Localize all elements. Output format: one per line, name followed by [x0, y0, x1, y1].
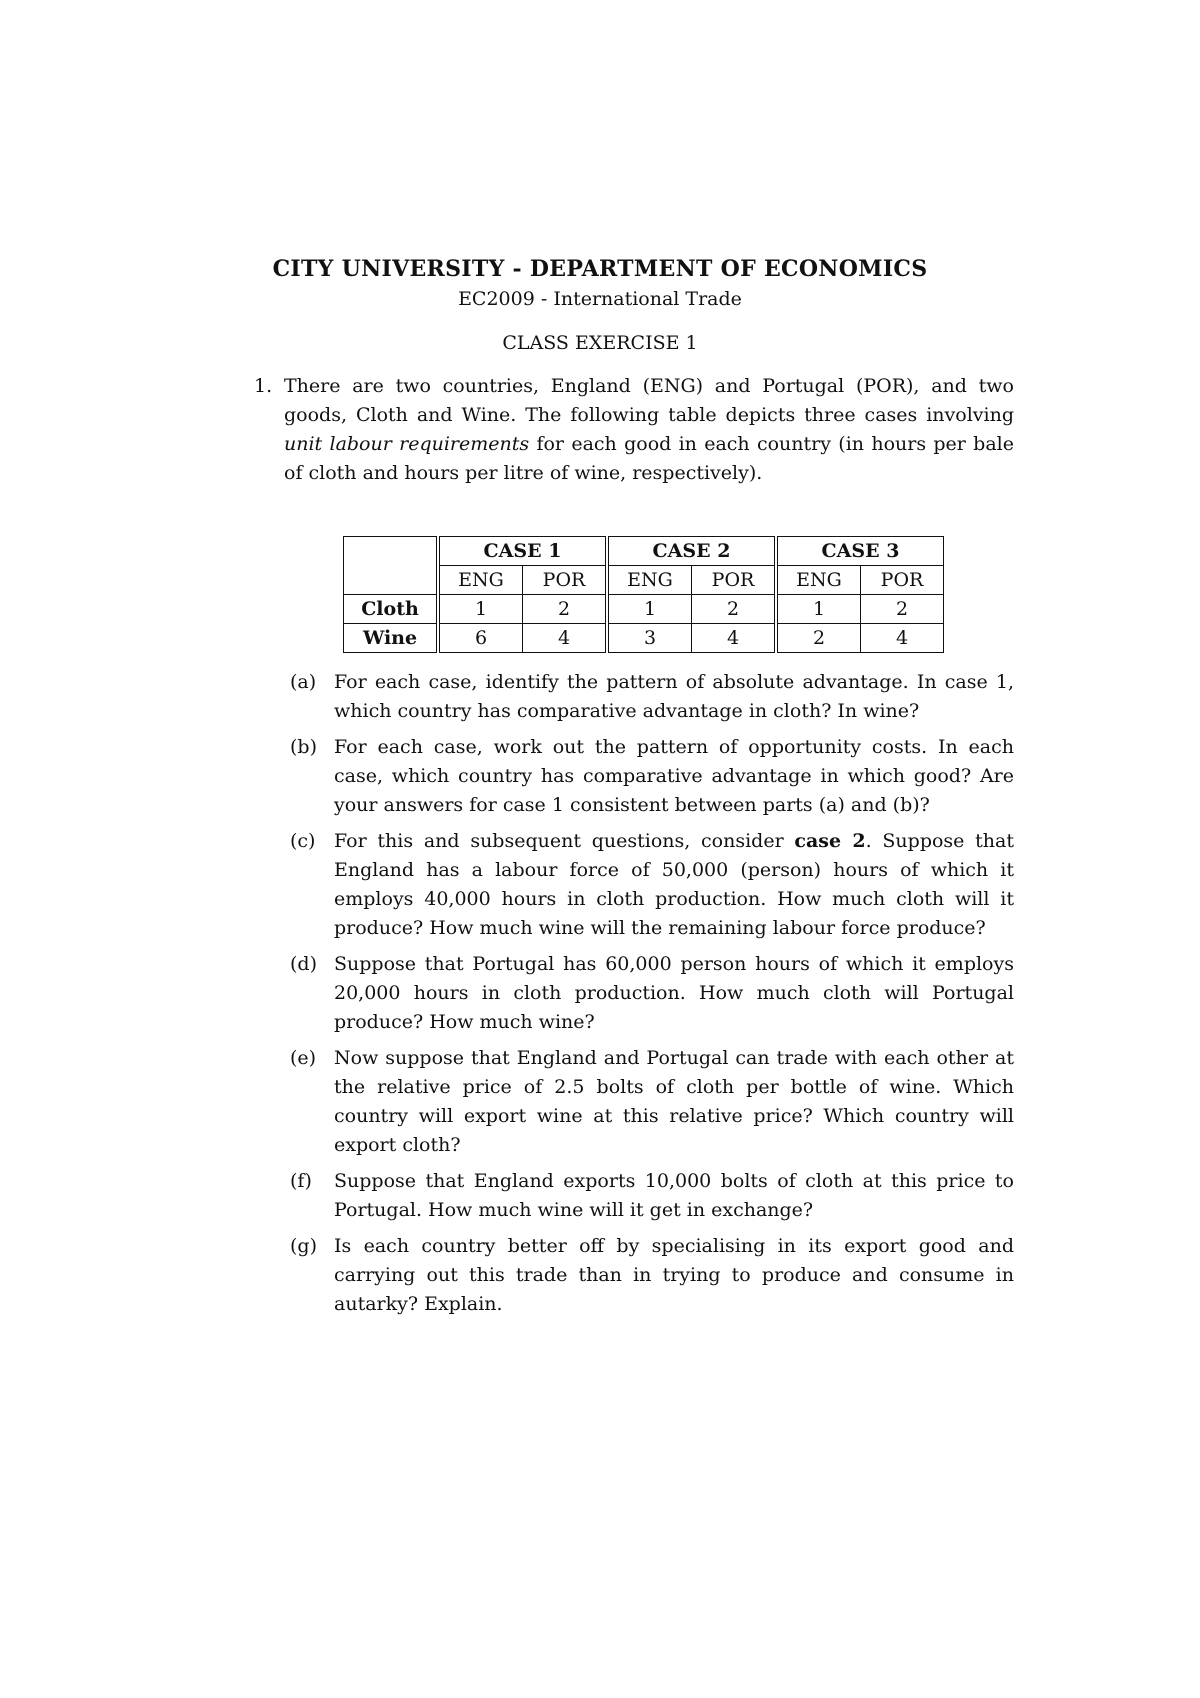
table-cell: 4	[523, 624, 608, 653]
university-title: CITY UNIVERSITY - DEPARTMENT OF ECONOMICS	[272, 256, 928, 282]
table-cell: 4	[692, 624, 777, 653]
table-country-header: ENG	[607, 566, 692, 595]
sub-question-f	[290, 1167, 1014, 1225]
sub-question-text: Suppose that Portugal has 60,000 person hours of which it employs 20,000 hours in cloth production. How much cloth will Portugal produce? How much wine?	[334, 953, 1014, 1033]
table-cell: 2	[692, 595, 777, 624]
sub-question-label: (f)	[290, 1170, 312, 1192]
table-cell: 2	[861, 595, 944, 624]
sub-question-g	[290, 1232, 1014, 1319]
table-cell: 1	[607, 595, 692, 624]
question-text-emphasis: unit labour requirements	[284, 433, 530, 455]
table-country-header: POR	[861, 566, 944, 595]
sub-question-text-start: For this and subsequent questions, consider	[334, 830, 795, 852]
sub-question-text	[334, 827, 1014, 943]
table-cell: 3	[607, 624, 692, 653]
sub-question-text-end: . Suppose that England has a labour force of 50,000 (person) hours of which it employs 40,000 hours in cloth production. How much cloth will it produce? How much wine will the remaining labour force produce?	[334, 830, 1014, 939]
course-title: EC2009 - International Trade	[458, 288, 742, 310]
sub-question-e	[290, 1044, 1014, 1160]
sub-question-text: Is each country better off by specialising in its export good and carrying out this trade than in trying to produce and consume in autarky? Explain.	[334, 1235, 1014, 1315]
table-row	[344, 595, 944, 624]
table-corner-cell	[344, 537, 439, 595]
labour-requirements-table	[343, 536, 944, 653]
table-country-header: POR	[523, 566, 608, 595]
table-cell: 2	[776, 624, 861, 653]
sub-question-label: (d)	[290, 953, 317, 975]
question-number: 1.	[254, 375, 273, 397]
table-row-label: Wine	[344, 624, 439, 653]
sub-question-text: Suppose that England exports 10,000 bolts of cloth at this price to Portugal. How much wine will it get in exchange?	[334, 1170, 1014, 1221]
table-case-header: CASE 2	[607, 537, 776, 566]
sub-questions	[290, 668, 1014, 1326]
question-text	[284, 372, 1014, 488]
sub-question-text: Now suppose that England and Portugal can trade with each other at the relative price of 2.5 bolts of cloth per bottle of wine. Which country will export wine at this relative price? Which country will export cloth?	[334, 1047, 1014, 1156]
sub-question-label: (a)	[290, 671, 317, 693]
sub-question-text: For each case, work out the pattern of opportunity costs. In each case, which country has comparative advantage in which good? Are your answers for case 1 consistent between parts (a) and (b)?	[334, 736, 1014, 816]
question-text-start: There are two countries, England (ENG) and Portugal (POR), and two goods, Cloth and Wine. The following table depicts three cases involving	[284, 375, 1014, 426]
table-cell: 2	[523, 595, 608, 624]
table-case-header: CASE 3	[776, 537, 944, 566]
table-cell: 4	[861, 624, 944, 653]
table-row-label: Cloth	[344, 595, 439, 624]
sub-question-b	[290, 733, 1014, 820]
sub-question-label: (b)	[290, 736, 317, 758]
question-1	[254, 372, 1014, 488]
question-text-end: for each good in each country (in hours per bale of cloth and hours per litre of wine, respectively).	[284, 433, 1014, 484]
table-country-header: ENG	[776, 566, 861, 595]
table-row	[344, 624, 944, 653]
sub-question-text: For each case, identify the pattern of absolute advantage. In case 1, which country has comparative advantage in cloth? In wine?	[334, 671, 1014, 722]
table-case-header: CASE 1	[438, 537, 607, 566]
table-cell: 1	[438, 595, 523, 624]
sub-question-c	[290, 827, 1014, 943]
sub-question-text-bold: case 2	[794, 830, 866, 852]
table-country-header: POR	[692, 566, 777, 595]
exercise-title: CLASS EXERCISE 1	[502, 332, 698, 354]
table-case-header-row	[344, 537, 944, 566]
table-cell: 1	[776, 595, 861, 624]
sub-question-label: (e)	[290, 1047, 317, 1069]
table-country-header: ENG	[438, 566, 523, 595]
sub-question-label: (g)	[290, 1235, 317, 1257]
sub-question-label: (c)	[290, 830, 316, 852]
table-cell: 6	[438, 624, 523, 653]
sub-question-d	[290, 950, 1014, 1037]
sub-question-a	[290, 668, 1014, 726]
